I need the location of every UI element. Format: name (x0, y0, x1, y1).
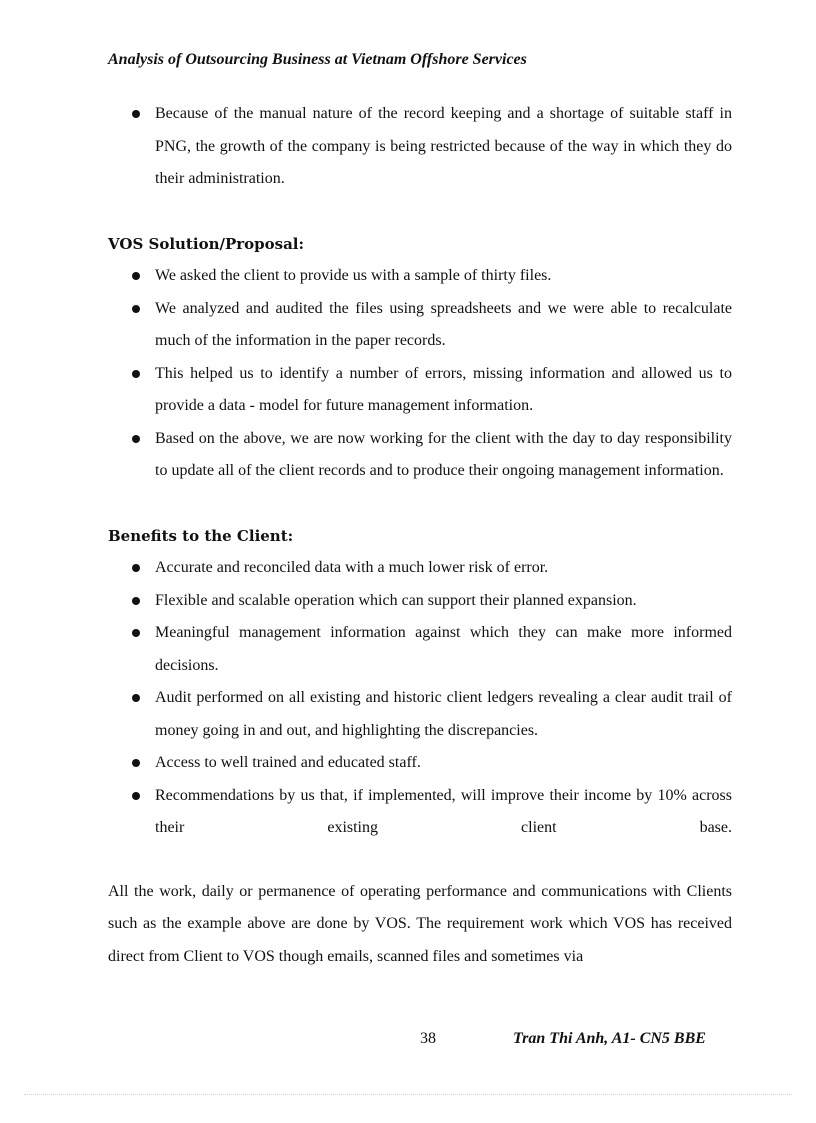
list-item (108, 780, 732, 845)
list-item-text: We asked the client to provide us with a sample of thirty files. (155, 267, 552, 284)
list-item (108, 747, 732, 780)
list-item-text: Because of the manual nature of the record keeping and a shortage of suitable staff in PNG, the growth of the company is being restricted because of the way in which they do their administration. (155, 105, 732, 187)
benefits-bullet-list (108, 552, 732, 845)
list-item (108, 682, 732, 747)
running-header: Analysis of Outsourcing Business at Vietnam Offshore Services (108, 51, 527, 68)
list-item-text: Recommendations by us that, if implemented, will improve their income by 10% across their existing client base. (155, 786, 732, 836)
bullet-icon (132, 435, 140, 443)
list-item (108, 358, 732, 423)
bullet-icon (132, 305, 140, 313)
bullet-icon (132, 597, 140, 605)
list-item (108, 617, 732, 682)
list-item (108, 423, 732, 488)
list-item-text: Audit performed on all existing and historic client ledgers revealing a clear audit trail of money going in and out, and highlighting the discrepancies. (155, 689, 732, 739)
solution-heading: VOS Solution/Proposal: (108, 234, 305, 253)
footer-author: Tran Thi Anh, A1- CN5 BBE (513, 1030, 706, 1047)
list-item-text: Based on the above, we are now working for the client with the day to day responsibility to update all of the client records and to produce their ongoing management information. (155, 429, 732, 479)
bullet-icon (132, 370, 140, 378)
list-item (108, 552, 732, 585)
list-item-text: We analyzed and audited the files using spreadsheets and we were able to recalculate much of the information in the paper records. (155, 299, 732, 349)
list-item-text: Access to well trained and educated staff. (155, 754, 421, 771)
bullet-icon (132, 694, 140, 702)
list-item-text: Meaningful management information against which they can make more informed decisions. (155, 624, 732, 674)
bullet-icon (132, 759, 140, 767)
closing-paragraph: All the work, daily or permanence of operating performance and communications with Clients such as the example above are done by VOS. The requirement work which VOS has received direct from Client to VOS though emails, scanned files and sometimes via (108, 882, 732, 965)
page-body (108, 98, 732, 973)
benefits-heading: Benefits to the Client: (108, 526, 294, 545)
intro-bullet-list (108, 98, 732, 196)
bullet-icon (132, 792, 140, 800)
page-bottom-divider (24, 1094, 792, 1095)
list-item-text: This helped us to identify a number of errors, missing information and allowed us to provide a data - model for future management information. (155, 364, 732, 414)
page-number: 38 (420, 1030, 436, 1047)
list-item (108, 293, 732, 358)
list-item (108, 260, 732, 293)
list-item (108, 98, 732, 196)
bullet-icon (132, 110, 140, 118)
list-item-text: Flexible and scalable operation which can support their planned expansion. (155, 591, 637, 609)
solution-bullet-list (108, 260, 732, 488)
list-item (108, 585, 732, 618)
bullet-icon (132, 272, 140, 280)
bullet-icon (132, 564, 140, 572)
list-item-text: Accurate and reconciled data with a much lower risk of error. (155, 559, 549, 576)
bullet-icon (132, 629, 140, 637)
